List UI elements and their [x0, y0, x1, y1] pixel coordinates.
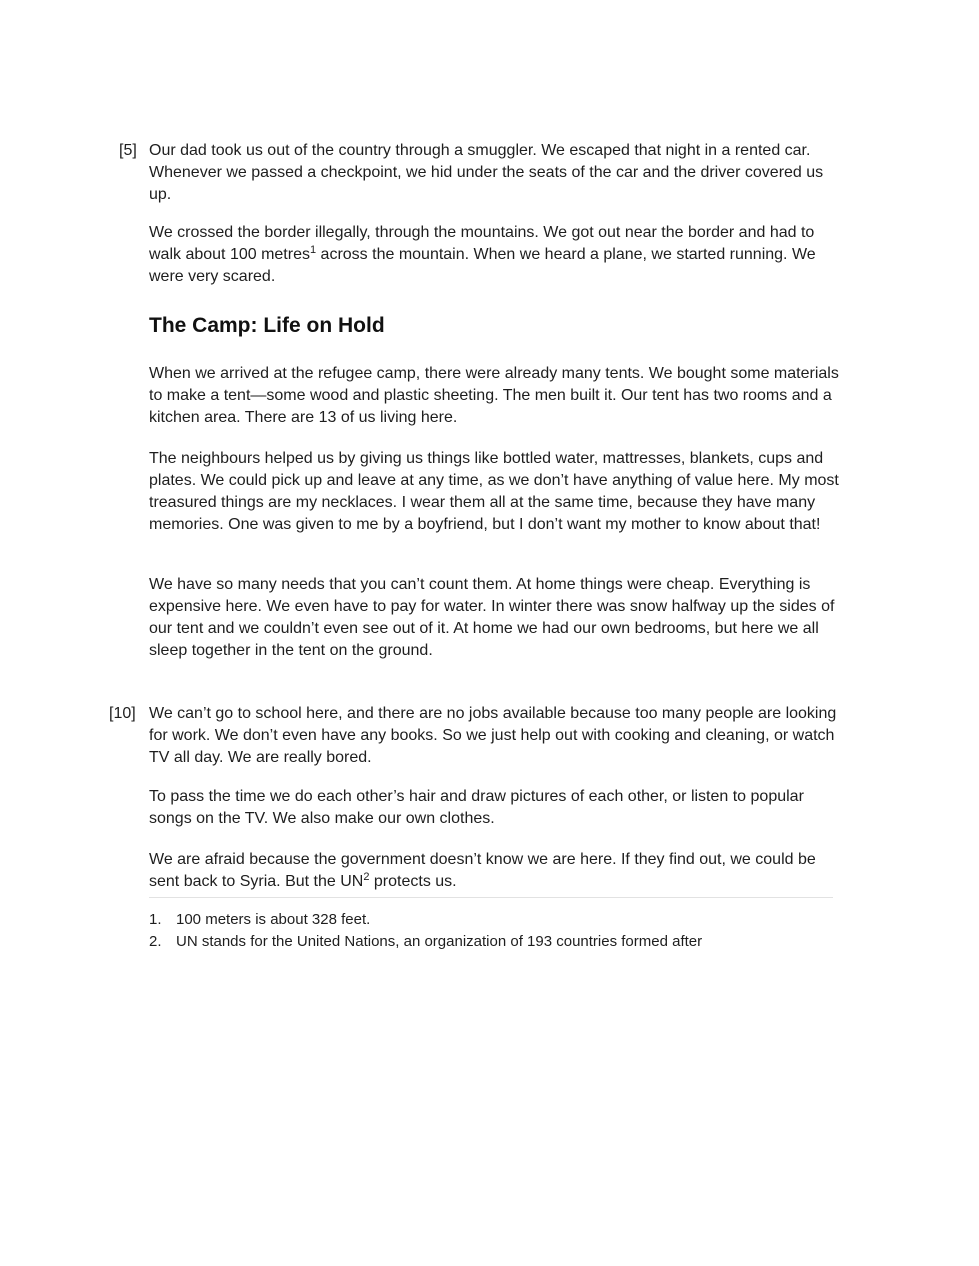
paragraph-number: [5]: [119, 142, 137, 159]
paragraph-text: We are afraid because the government doesn’t know we are here. If they find out, we could be sent back to Syria. But the UN: [149, 851, 816, 890]
footnotes-list: [149, 909, 849, 953]
paragraph: [149, 849, 839, 893]
footnote-number: 2.: [149, 933, 162, 950]
footnote-item: [149, 909, 849, 931]
paragraph-text: protects us.: [369, 873, 457, 890]
footnote-item: [149, 931, 849, 953]
paragraph-number: [10]: [109, 705, 136, 722]
paragraph: [149, 222, 839, 288]
footnote-divider: [149, 897, 833, 898]
paragraph-text: We crossed the border illegally, through the mountains. We got out near the border and had to walk about 100 metres: [149, 224, 815, 263]
footnote-text: 100 meters is about 328 feet.: [176, 911, 371, 928]
paragraph: To pass the time we do each other’s hair and draw pictures of each other, or listen to popular songs on the TV. We also make our own clothes.: [149, 788, 804, 827]
paragraph: The neighbours helped us by giving us things like bottled water, mattresses, blankets, cups and plates. We could pick up and leave at any time, as we don’t have anything of value here. My most treasured things are my necklaces. I wear them all at the same time, because they have many memories. One was given to me by a boyfriend, but I don’t want my mother to know about that!: [149, 450, 839, 533]
footnote-reference: 2: [363, 871, 370, 883]
paragraph: We can’t go to school here, and there are no jobs available because too many people are looking for work. We don’t even have any books. So we just help out with cooking and cleaning, or watch TV all day. We are really bored.: [149, 705, 837, 766]
paragraph: We have so many needs that you can’t count them. At home things were cheap. Everything is expensive here. We even have to pay for water. In winter there was snow halfway up the sides of our tent and we couldn’t even see out of it. At home we had our own bedrooms, but here we all sleep together in the tent on the ground.: [149, 576, 835, 659]
paragraph: Our dad took us out of the country through a smuggler. We escaped that night in a rented car. Whenever we passed a checkpoint, we hid under the seats of the car and the driver covered us up.: [149, 142, 824, 203]
paragraph: When we arrived at the refugee camp, there were already many tents. We bought some materials to make a tent—some wood and plastic sheeting. The men built it. Our tent has two rooms and a kitchen area. There are 13 of us living here.: [149, 365, 839, 426]
footnote-number: 1.: [149, 911, 162, 928]
footnote-text: UN stands for the United Nations, an organization of 193 countries formed after: [176, 933, 703, 950]
section-heading: The Camp: Life on Hold: [149, 314, 385, 337]
footnote-reference: 1: [309, 244, 317, 256]
paragraph-text: across the mountain. When we heard a plane, we started running. We were very scared.: [149, 246, 816, 285]
